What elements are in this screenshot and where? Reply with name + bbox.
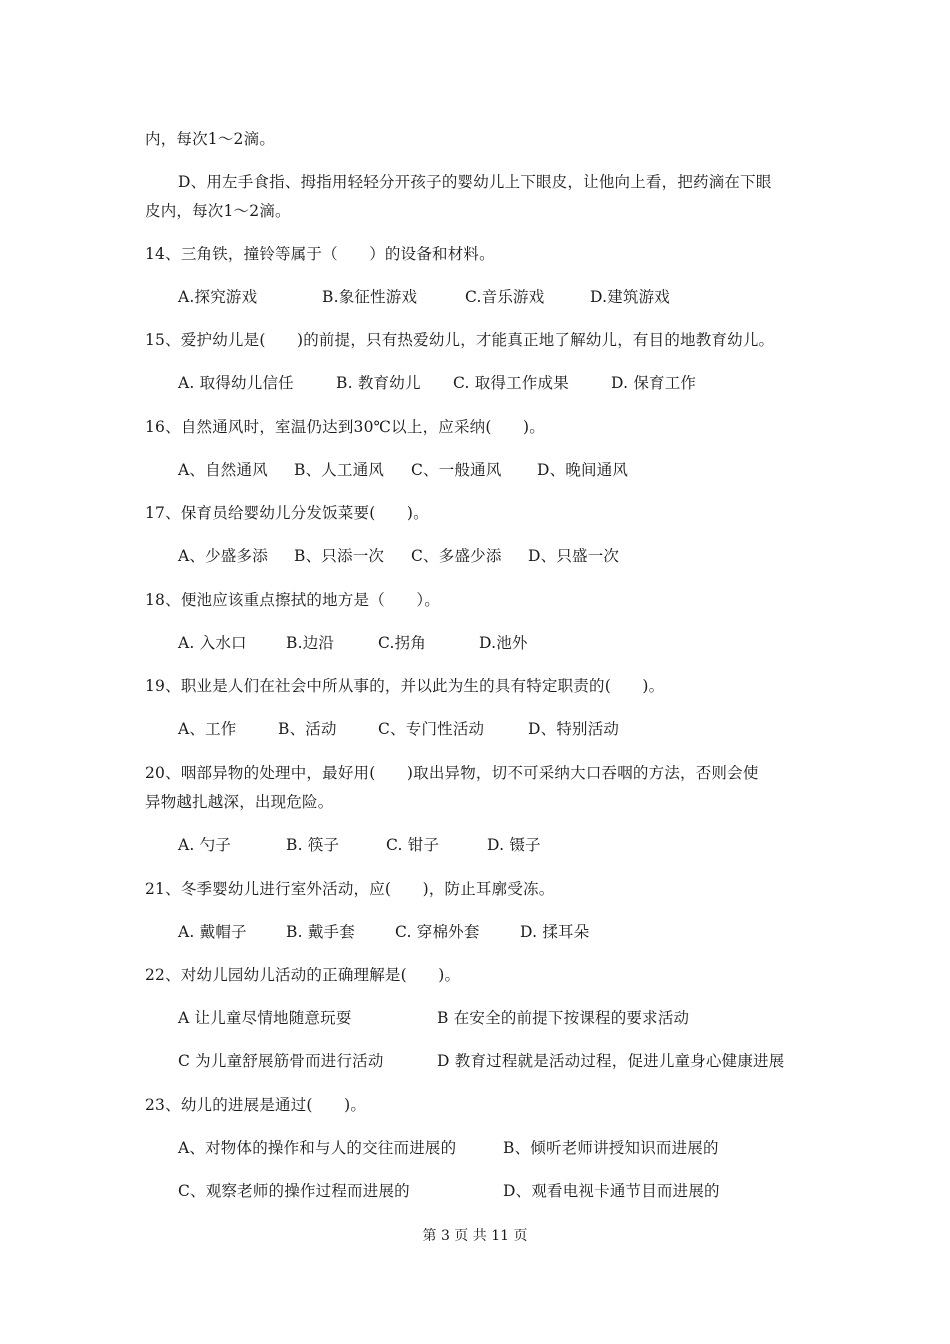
question-20-cont: 异物越扎越深，出现危险。 bbox=[145, 793, 334, 811]
option-c: C、多盛少添 bbox=[411, 547, 502, 565]
option-d: D、观看电视卡通节目而进展的 bbox=[503, 1182, 720, 1200]
option-b: B. 教育幼儿 bbox=[336, 374, 421, 392]
question-15: 15、爱护幼儿是( )的前提，只有热爱幼儿，才能真正地了解幼儿，有目的地教育幼儿。 bbox=[145, 331, 775, 349]
option-b: B.边沿 bbox=[286, 634, 335, 652]
option-d: D. 保育工作 bbox=[611, 374, 697, 392]
question-21: 21、冬季婴幼儿进行室外活动，应( )，防止耳廓受冻。 bbox=[145, 880, 555, 898]
option-c: C.音乐游戏 bbox=[465, 288, 545, 306]
option-b: B 在安全的前提下按课程的要求活动 bbox=[437, 1009, 690, 1027]
option-a: A.探究游戏 bbox=[178, 288, 258, 306]
option-a: A、少盛多添 bbox=[178, 547, 268, 565]
option-b: B、人工通风 bbox=[294, 461, 385, 479]
option-a: A、自然通风 bbox=[178, 461, 268, 479]
option-c: C 为儿童舒展筋骨而进行活动 bbox=[178, 1052, 384, 1070]
option-b: B. 筷子 bbox=[286, 836, 340, 854]
option-d-line-2: 皮内，每次1～2滴。 bbox=[145, 202, 291, 220]
option-c: C、专门性活动 bbox=[378, 720, 485, 738]
option-a: A 让儿童尽情地随意玩耍 bbox=[178, 1009, 352, 1027]
question-20: 20、咽部异物的处理中，最好用( )取出异物，切不可采纳大口吞咽的方法，否则会使 bbox=[145, 764, 759, 782]
option-d: D、只盛一次 bbox=[528, 547, 620, 565]
option-c: C、一般通风 bbox=[411, 461, 502, 479]
page-footer: 第 3 页 共 11 页 bbox=[422, 1228, 528, 1244]
option-c: C. 取得工作成果 bbox=[453, 374, 569, 392]
question-14: 14、三角铁，撞铃等属于（ ）的设备和材料。 bbox=[145, 245, 495, 263]
option-d: D.建筑游戏 bbox=[590, 288, 671, 306]
option-b: B.象征性游戏 bbox=[322, 288, 418, 306]
option-b: B、只添一次 bbox=[294, 547, 385, 565]
option-b: B、活动 bbox=[278, 720, 337, 738]
question-16: 16、自然通风时，室温仍达到30℃以上，应采纳( )。 bbox=[145, 418, 545, 436]
question-22: 22、对幼儿园幼儿活动的正确理解是( )。 bbox=[145, 966, 461, 984]
option-d: D. 揉耳朵 bbox=[520, 923, 590, 941]
option-d: D. 镊子 bbox=[487, 836, 541, 854]
option-d: D 教育过程就是活动过程，促进儿童身心健康进展 bbox=[437, 1052, 785, 1070]
option-c: C. 穿棉外套 bbox=[395, 923, 480, 941]
option-d: D、晚间通风 bbox=[537, 461, 629, 479]
continued-text: 内，每次1～2滴。 bbox=[145, 130, 276, 148]
option-a: A、对物体的操作和与人的交往而进展的 bbox=[178, 1139, 457, 1157]
option-a: A. 入水口 bbox=[178, 634, 247, 652]
option-d: D.池外 bbox=[479, 634, 528, 652]
question-17: 17、保育员给婴幼儿分发饭菜要( )。 bbox=[145, 504, 429, 522]
question-23: 23、幼儿的进展是通过( )。 bbox=[145, 1096, 367, 1114]
option-a: A. 戴帽子 bbox=[178, 923, 247, 941]
question-18: 18、便池应该重点擦拭的地方是（ ）。 bbox=[145, 591, 440, 609]
option-b: B. 戴手套 bbox=[286, 923, 355, 941]
option-c: C. 钳子 bbox=[386, 836, 440, 854]
option-a: A、工作 bbox=[178, 720, 237, 738]
option-a: A. 取得幼儿信任 bbox=[178, 374, 294, 392]
option-d: D、特别活动 bbox=[528, 720, 620, 738]
option-c: C.拐角 bbox=[378, 634, 427, 652]
option-c: C、观察老师的操作过程而进展的 bbox=[178, 1182, 410, 1200]
option-d-line-1: D、用左手食指、拇指用轻轻分开孩子的婴幼儿上下眼皮，让他向上看，把药滴在下眼 bbox=[178, 173, 772, 191]
option-a: A. 勺子 bbox=[178, 836, 232, 854]
question-19: 19、职业是人们在社会中所从事的，并以此为生的具有特定职责的( )。 bbox=[145, 677, 665, 695]
option-b: B、倾听老师讲授知识而进展的 bbox=[503, 1139, 719, 1157]
